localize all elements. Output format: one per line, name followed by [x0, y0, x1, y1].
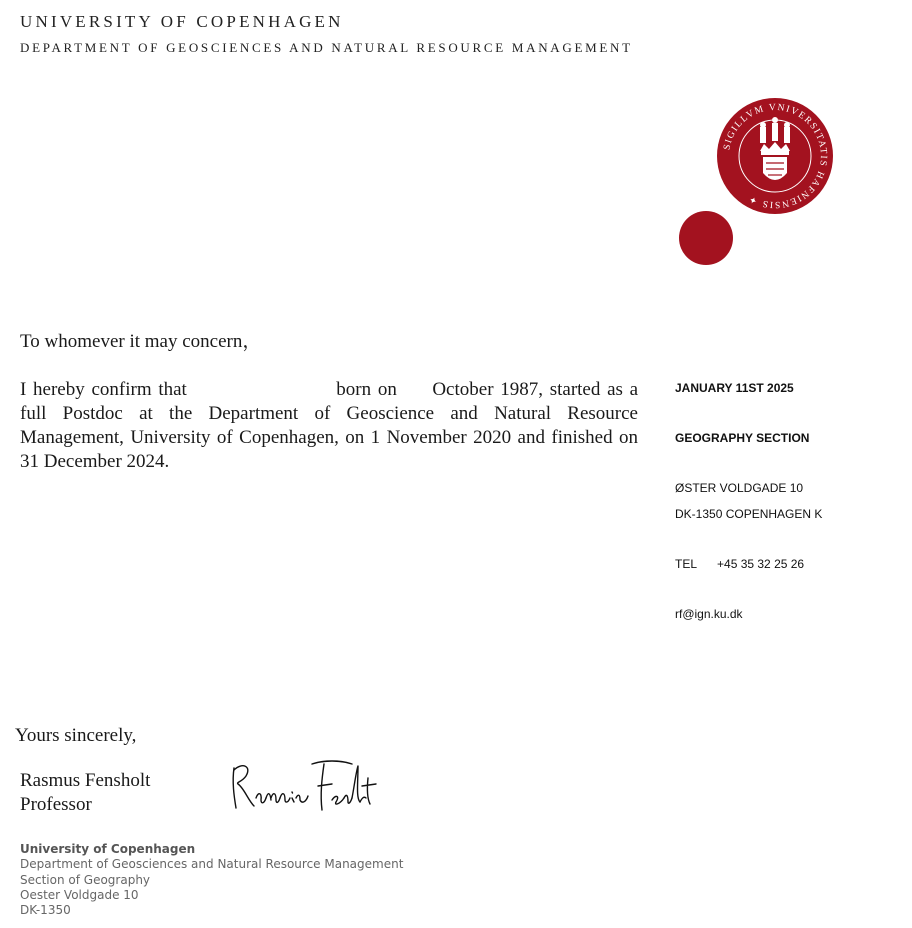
address-line-1: ØSTER VOLDGADE 10 — [675, 481, 804, 495]
university-seal-logo — [716, 97, 834, 215]
email-address: rf@ign.ku.dk — [675, 607, 743, 621]
tel-label: TEL — [675, 557, 698, 571]
svg-text:SIGILLVM VNIVERSITATIS HAFNIEN: SIGILLVM VNIVERSITATIS HAFNIENSIS ✦ — [722, 102, 829, 210]
body-text-part-2: born on — [336, 379, 397, 400]
footer-street: Oester Voldgade 10 — [20, 887, 139, 902]
handwritten-signature — [228, 758, 378, 820]
salutation: To whomever it may concern， — [20, 331, 262, 352]
address-line-2: DK-1350 COPENHAGEN K — [675, 507, 823, 521]
signer-title: Professor — [20, 794, 92, 815]
body-text-part-1: I hereby confirm that — [20, 379, 187, 400]
footer-section: Section of Geography — [20, 872, 151, 887]
letter-body — [20, 378, 638, 474]
signer-name: Rasmus Fensholt — [20, 770, 151, 791]
telephone — [675, 557, 804, 571]
university-name: UNIVERSITY OF COPENHAGEN — [20, 12, 344, 31]
footer-address — [20, 842, 403, 918]
red-seal-dot — [679, 211, 733, 265]
tel-number: +45 35 32 25 26 — [717, 557, 805, 571]
footer-university: University of Copenhagen — [20, 842, 196, 856]
department-name: DEPARTMENT OF GEOSCIENCES AND NATURAL RESOURCE MANAGEMENT — [20, 40, 633, 55]
closing-text: Yours sincerely, — [15, 725, 137, 746]
footer-postcode: DK-1350 — [20, 903, 71, 918]
letter-date: JANUARY 11ST 2025 — [675, 381, 794, 395]
footer-department: Department of Geosciences and Natural Resource Management — [20, 857, 404, 872]
body-text-part-3: October 1987, started as a full Postdoc at the Department of Geoscience and Natural Resource Management, University of Copenhagen, on 1 November 2020 and finished on 31 December 2024. — [20, 379, 639, 472]
section-name: GEOGRAPHY SECTION — [675, 431, 810, 445]
